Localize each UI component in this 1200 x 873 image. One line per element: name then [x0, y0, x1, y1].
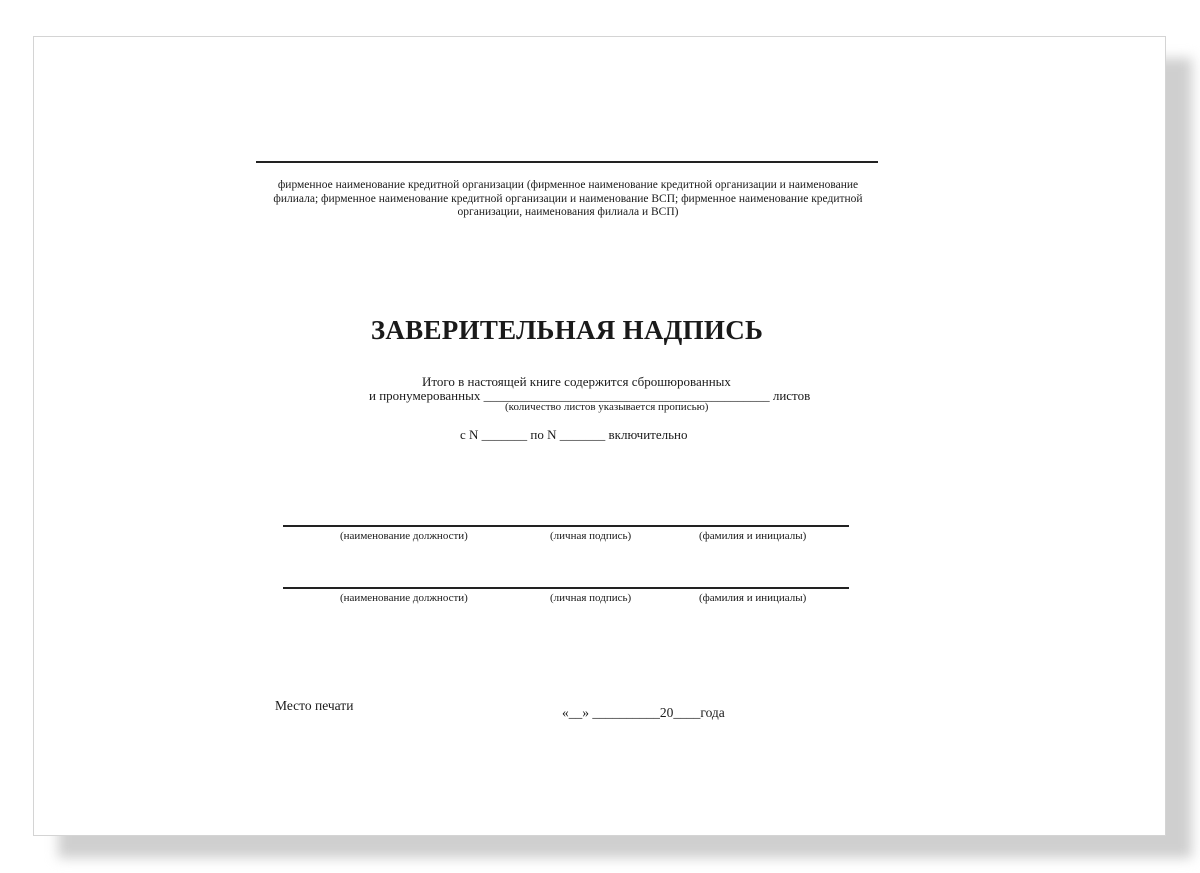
signature-label-2: (личная подпись) — [550, 592, 632, 604]
sheets-count-blank: ____________________________________________ — [483, 388, 770, 403]
position-label-1: (наименование должности) — [340, 530, 468, 542]
position-label-2: (наименование должности) — [340, 592, 468, 604]
total-line-2-suffix: листов — [769, 388, 811, 403]
name-label-1: (фамилия и инициалы) — [699, 530, 807, 542]
name-label-2: (фамилия и инициалы) — [699, 592, 807, 604]
signature-line-2 — [283, 587, 849, 589]
org-name-caption: фирменное наименование кредитной организации (фирменное наименование кредитной организации и наименование филиала; фирменное наименование кредитной организации и наименование ВСП; фирменное наименование кредитной организации, наименования филиала и ВСП) — [273, 179, 863, 218]
total-line-2-prefix: и пронумерованных — [369, 388, 484, 403]
document-page — [33, 36, 1166, 836]
signature-line-1 — [283, 525, 849, 527]
sheets-hint: (количество листов указывается прописью) — [505, 401, 709, 413]
total-line-1: Итого в настоящей книге содержится сброшюрованных — [422, 374, 731, 389]
page-range: с N _______ по N _______ включительно — [460, 427, 688, 442]
org-name-line — [256, 161, 878, 163]
signature-label-1: (личная подпись) — [550, 530, 632, 542]
stamp-place: Место печати — [275, 698, 354, 713]
date-line: «__» __________20____года — [562, 705, 725, 720]
document-title: ЗАВЕРИТЕЛЬНАЯ НАДПИСЬ — [370, 315, 764, 345]
